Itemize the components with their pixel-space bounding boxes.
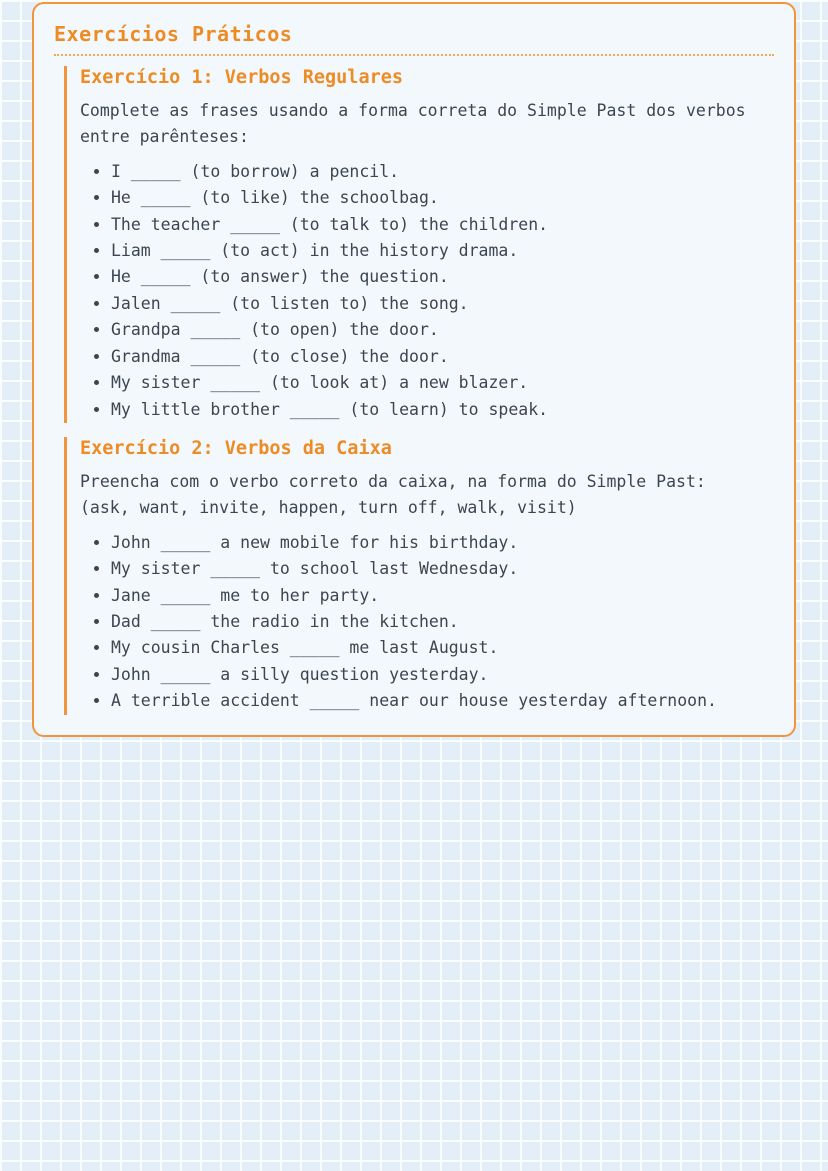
exercise-1-intro-line-2: entre parênteses: xyxy=(80,127,249,147)
exercise-2-intro xyxy=(80,469,774,522)
exercise-2-heading: Exercício 2: Verbos da Caixa xyxy=(80,437,392,459)
exercise-item: • Jalen _____ (to listen to) the song. xyxy=(111,291,774,317)
exercise-item: • My sister _____ (to look at) a new blazer. xyxy=(111,370,774,396)
exercise-item: • John _____ a silly question yesterday. xyxy=(111,662,774,688)
page-title: Exercícios Práticos xyxy=(54,22,774,56)
exercise-item: • The teacher _____ (to talk to) the children. xyxy=(111,212,774,238)
exercise-section-1 xyxy=(64,66,774,423)
exercise-item: • I _____ (to borrow) a pencil. xyxy=(111,159,774,185)
exercise-item: • My little brother _____ (to learn) to speak. xyxy=(111,397,774,423)
exercise-2-intro-line-2: (ask, want, invite, happen, turn off, walk, visit) xyxy=(80,498,577,518)
exercise-2-intro-line-1: Preencha com o verbo correto da caixa, na forma do Simple Past: xyxy=(80,471,706,491)
exercise-item: • Grandma _____ (to close) the door. xyxy=(111,344,774,370)
exercise-item: • Liam _____ (to act) in the history drama. xyxy=(111,238,774,264)
exercise-item: • He _____ (to answer) the question. xyxy=(111,264,774,290)
exercise-1-heading: Exercício 1: Verbos Regulares xyxy=(80,67,404,88)
exercise-1-intro-line-1: Complete as frases usando a forma correta do Simple Past dos verbos xyxy=(80,101,746,121)
exercise-item: • John _____ a new mobile for his birthday. xyxy=(111,530,774,556)
exercise-item: • My cousin Charles _____ me last August. xyxy=(111,635,774,661)
exercise-item: • He _____ (to like) the schoolbag. xyxy=(111,185,774,211)
worksheet-card xyxy=(32,2,796,737)
exercise-1-intro xyxy=(80,98,774,151)
exercise-item: • My sister _____ to school last Wednesday. xyxy=(111,556,774,582)
exercise-2-list xyxy=(80,530,774,715)
exercise-item: • Grandpa _____ (to open) the door. xyxy=(111,317,774,343)
exercise-item: • A terrible accident _____ near our house yesterday afternoon. xyxy=(111,688,774,714)
exercise-item: • Dad _____ the radio in the kitchen. xyxy=(111,609,774,635)
exercise-1-list xyxy=(80,159,774,423)
exercise-section-2 xyxy=(64,437,774,715)
exercise-item: • Jane _____ me to her party. xyxy=(111,583,774,609)
